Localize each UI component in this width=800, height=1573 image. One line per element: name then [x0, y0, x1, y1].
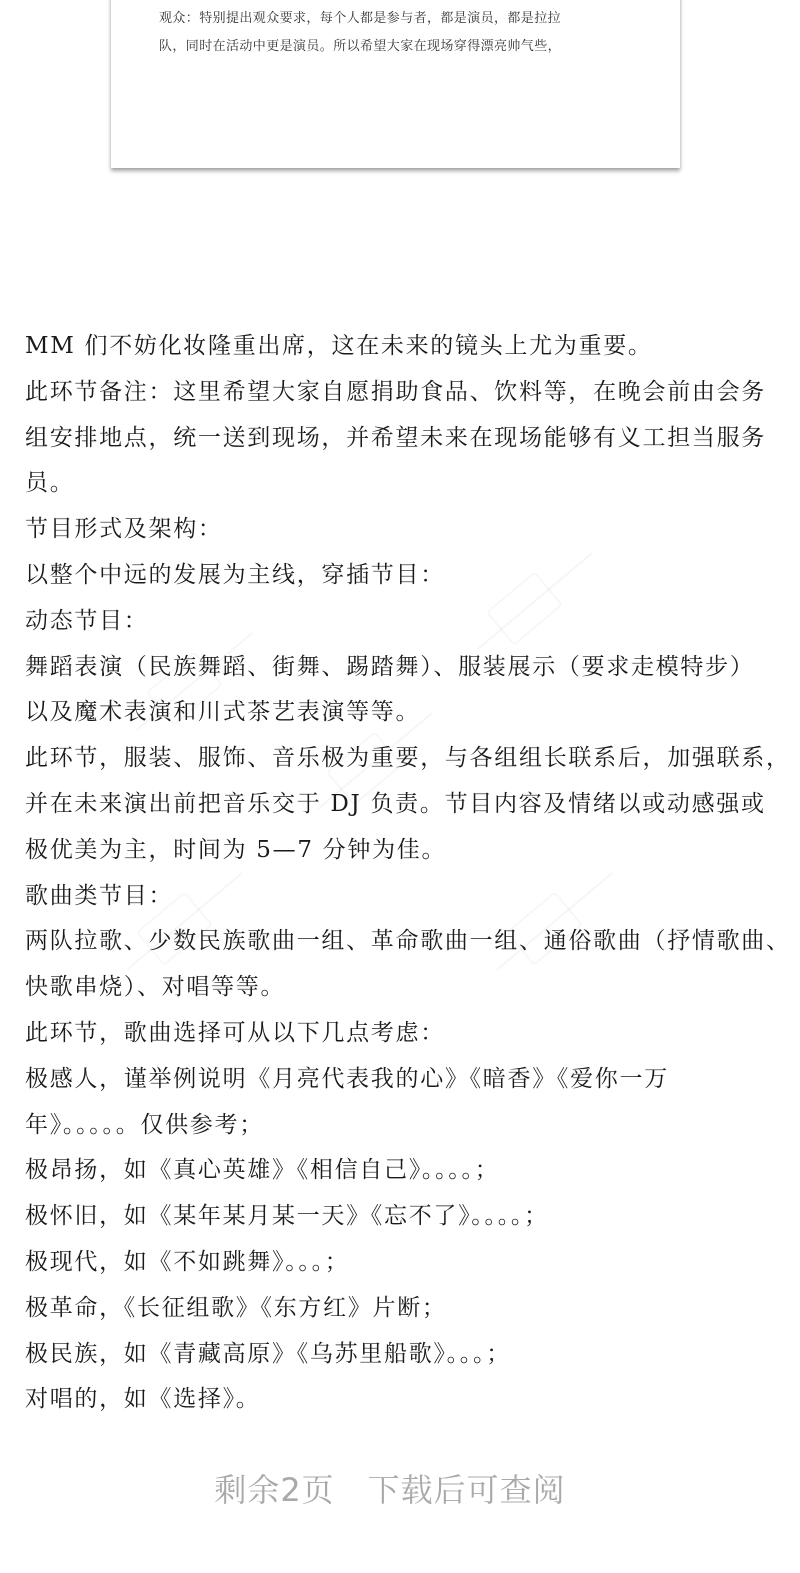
document-line: 节目形式及架构： — [25, 516, 223, 543]
document-line: 极优美为主，时间为 5—7 分钟为佳。 — [25, 836, 447, 863]
document-line: 以及魔术表演和川式茶艺表演等等。 — [25, 699, 421, 726]
document-line: 极现代，如《不如跳舞》。。。； — [25, 1248, 350, 1275]
preview-line: 队，同时在活动中更是演员。所以希望大家在现场穿得漂亮帅气些， — [159, 39, 562, 54]
document-line: 极感人，谨举例说明《月亮代表我的心》《暗香》《爱你一万 — [25, 1065, 669, 1092]
document-line: 对唱的，如《选择》。 — [25, 1386, 261, 1413]
document-preview-card — [111, 0, 680, 168]
remaining-pages-download-prompt[interactable]: 剩余2页 下载后可查阅 — [214, 1471, 566, 1509]
document-line: 年》。。。。。仅供参考； — [25, 1111, 264, 1138]
document-line: 歌曲类节目： — [25, 882, 174, 909]
preview-text — [159, 5, 659, 61]
document-line: MM 们不妨化妆隆重出席，这在未来的镜头上尤为重要。 — [25, 333, 653, 359]
document-body — [25, 324, 795, 1423]
document-line: 舞蹈表演（民族舞蹈、街舞、踢踏舞）、服装展示（要求走模特步） — [25, 653, 755, 680]
document-line: 组安排地点，统一送到现场，并希望未来在现场能够有义工担当服务 — [25, 424, 766, 451]
document-line: 极昂扬，如《真心英雄》《相信自己》。。。。； — [25, 1157, 500, 1184]
document-line: 极民族，如《青藏高原》《乌苏里船歌》。。。； — [25, 1340, 511, 1367]
document-line: 两队拉歌、少数民族歌曲一组、革命歌曲一组、通俗歌曲（抒情歌曲、 — [25, 928, 791, 955]
preview-line: 观众：特别提出观众要求，每个人都是参与者，都是演员，都是拉拉 — [159, 11, 562, 26]
document-line: 快歌串烧）、对唱等等。 — [25, 974, 286, 1001]
document-line: 极怀旧，如《某年某月某一天》《忘不了》。。。。； — [25, 1203, 549, 1230]
document-line: 以整个中远的发展为主线，穿插节目： — [25, 561, 445, 588]
document-line: 此环节备注：这里希望大家自愿捐助食品、饮料等，在晚会前由会务 — [25, 378, 766, 405]
document-line: 此环节，歌曲选择可从以下几点考虑： — [25, 1019, 445, 1046]
document-line: 极革命，《长征组歌》《东方红》片断； — [25, 1294, 447, 1321]
document-line: 此环节，服装、服饰、音乐极为重要，与各组组长联系后，加强联系， — [25, 745, 791, 772]
document-line: 动态节目： — [25, 607, 149, 634]
document-line: 员。 — [25, 470, 75, 497]
document-line: 并在未来演出前把音乐交于 DJ 负责。节目内容及情绪以或动感强或 — [25, 790, 766, 817]
